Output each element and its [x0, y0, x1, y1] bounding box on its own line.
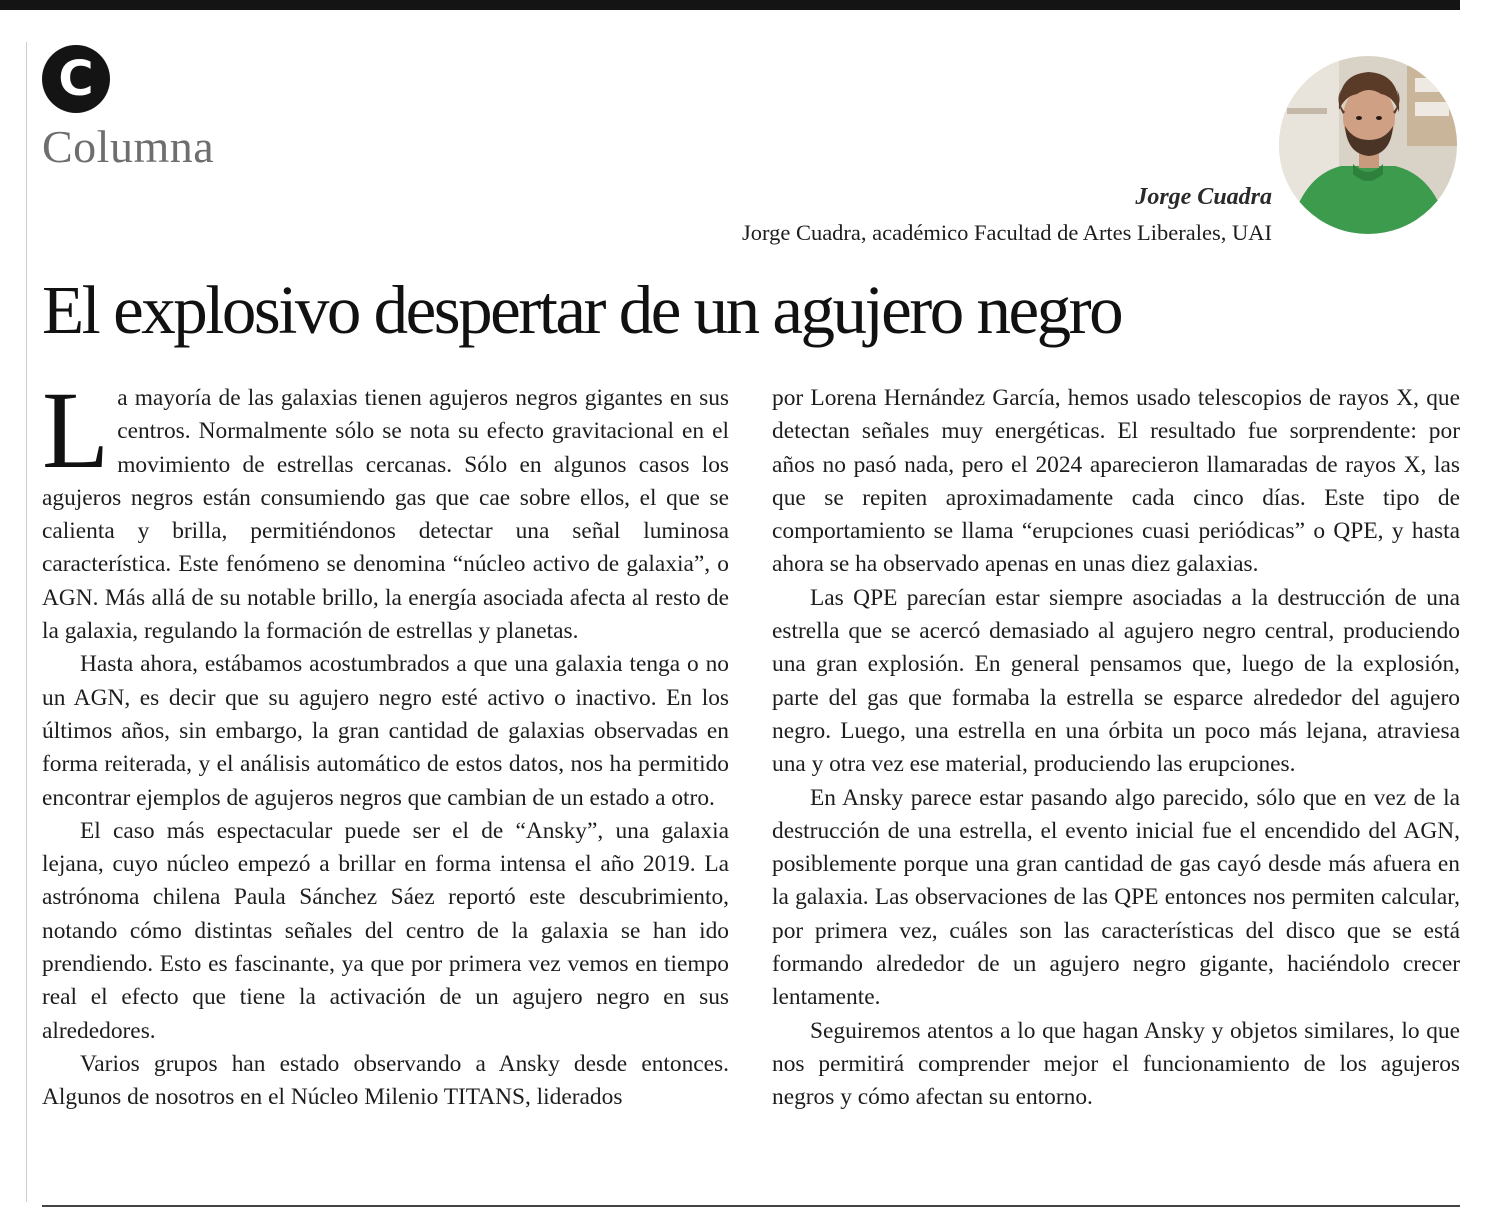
author-role: Jorge Cuadra, académico Facultad de Artes Liberales, UAI [741, 220, 1272, 245]
author-portrait [1279, 56, 1457, 234]
paragraph-text: a mayoría de las galaxias tienen agujeros negros gigantes en sus centros. Normalmente sólo se nota su efecto gravitacional en el movimiento de estrellas cercanas. Sólo en algunos casos los agujeros negros están consumiendo gas que cae sobre ellos, el que se calienta y brilla, permitiéndonos detectar una señal luminosa característica. Este fenómeno se denomina “núcleo activo de galaxia”, o AGN. Más allá de su notable brillo, la energía asociada afecta al resto de la galaxia, regulando la formación de estrellas y planetas. [42, 385, 729, 645]
left-margin-rule [26, 42, 27, 1202]
article-paragraph: Seguiremos atentos a lo que hagan Ansky y objetos similares, lo que nos permitirá comprender mejor el funcionamiento de los agujeros negros y cómo afectan su entorno. [772, 1017, 1460, 1111]
article-paragraph: Varios grupos han estado observando a Ansky desde entonces. Algunos de nosotros en el Núcleo Milenio TITANS, liderados [42, 1050, 729, 1111]
drop-cap: L [42, 369, 110, 491]
article-column-right [772, 382, 1460, 1115]
article-paragraph [42, 369, 729, 648]
article-paragraph: Hasta ahora, estábamos acostumbrados a que una galaxia tenga o no un AGN, es decir que su agujero negro esté activo o inactivo. En los últimos años, sin embargo, la gran cantidad de galaxias observadas en forma reiterada, y el análisis automático de estos datos, nos ha permitido encontrar ejemplos de agujeros negros que cambian de un estado a otro. [42, 651, 729, 811]
article-paragraph: Las QPE parecían estar siempre asociadas a la destrucción de una estrella que se acercó demasiado al agujero negro central, produciendo una gran explosión. En general pensamos que, luego de la explosión, parte del gas que formaba la estrella se esparce alrededor del agujero negro. Luego, una estrella en una órbita un poco más lejana, atraviesa una y otra vez ese material, produciendo las erupciones. [772, 584, 1460, 778]
section-label: Columna [42, 121, 215, 172]
section-badge: C [42, 45, 110, 113]
article-column-left [42, 369, 729, 1115]
bottom-rule [42, 1205, 1460, 1207]
top-rule [0, 0, 1460, 10]
article-paragraph: El caso más espectacular puede ser el de “Ansky”, una galaxia lejana, cuyo núcleo empezó a brillar en forma intensa el año 2019. La astrónoma chilena Paula Sánchez Sáez reportó este descubrimiento, notando cómo distintas señales del centro de la galaxia se han ido prendiendo. Esto es fascinante, ya que por primera vez vemos en tiempo real el efecto que tiene la activación de un agujero negro en sus alrededores. [42, 817, 729, 1044]
article-paragraph-continuation: por Lorena Hernández García, hemos usado telescopios de rayos X, que detectan señales muy energéticas. El resultado fue sorprendente: por años no pasó nada, pero el 2024 aparecieron llamaradas de rayos X, las que se repiten aproximadamente cada cinco días. Este tipo de comportamiento se llama “erupciones cuasi periódicas” o QPE, y hasta ahora se ha observado apenas en unas diez galaxias. [772, 385, 1460, 578]
article-headline: El explosivo despertar de un agujero negro [42, 272, 1122, 348]
article-paragraph: En Ansky parece estar pasando algo parecido, sólo que en vez de la destrucción de una estrella, el evento inicial fue el encendido del AGN, posiblemente porque una gran cantidad de gas cayó desde más afuera en la galaxia. Las observaciones de las QPE entonces nos permiten calcular, por primera vez, cuáles son las características del disco que se está formando alrededor de un agujero negro gigante, haciéndolo crecer lentamente. [772, 784, 1460, 1011]
author-name: Jorge Cuadra [1135, 184, 1272, 210]
